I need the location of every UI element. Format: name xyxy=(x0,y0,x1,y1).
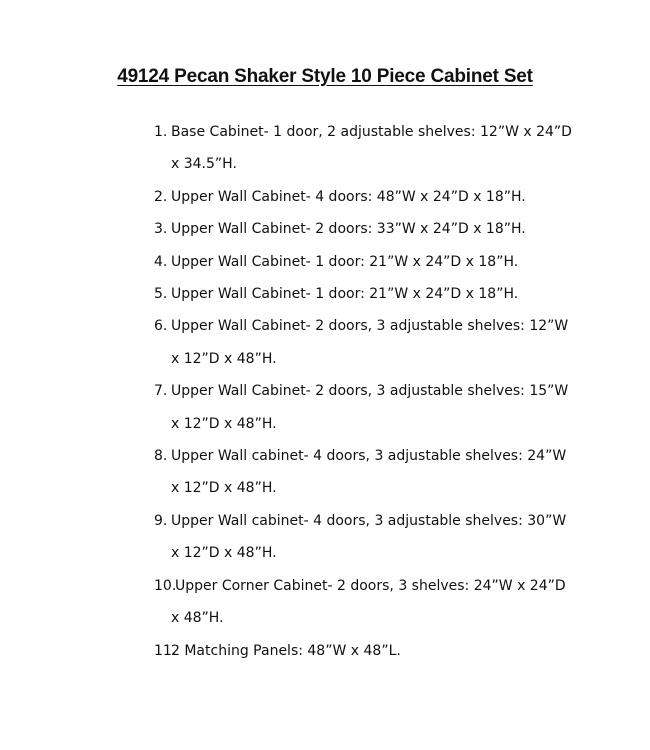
item-text: 2 Matching Panels: 48”W x 48”L. xyxy=(171,642,401,659)
item-text: Upper Wall cabinet- 4 doors, 3 adjustable shelves: 24”W xyxy=(171,448,567,465)
cabinet-list xyxy=(154,116,574,667)
item-number: 11. xyxy=(154,642,177,659)
document-title: 49124 Pecan Shaker Style 10 Piece Cabinet Set xyxy=(117,66,533,87)
item-number: 2. xyxy=(154,188,168,205)
item-text: x 48”H. xyxy=(171,610,224,627)
item-number: 7. xyxy=(154,383,168,400)
list-item xyxy=(154,181,574,213)
item-text: Upper Wall Cabinet- 1 door: 21”W x 24”D x 18”H. xyxy=(171,253,519,270)
item-number: 1. xyxy=(154,124,168,140)
list-item-continuation xyxy=(154,472,574,504)
list-item-continuation xyxy=(154,148,574,180)
item-text: Upper Wall cabinet- 4 doors, 3 adjustable shelves: 30”W xyxy=(171,512,567,529)
list-item xyxy=(154,635,574,667)
list-item-continuation xyxy=(154,602,574,634)
item-number: 5. xyxy=(154,286,168,303)
item-text: Upper Wall Cabinet- 4 doors: 48”W x 24”D x 18”H. xyxy=(171,188,526,205)
item-text: Upper Wall Cabinet- 2 doors, 3 adjustable shelves: 12”W xyxy=(171,318,569,335)
list-item xyxy=(154,116,574,148)
list-item-continuation xyxy=(154,408,574,440)
list-item-continuation xyxy=(154,343,574,375)
item-text: Upper Wall Cabinet- 1 door: 21”W x 24”D x 18”H. xyxy=(171,286,519,303)
item-text: x 12”D x 48”H. xyxy=(171,415,277,432)
list-item xyxy=(154,570,574,602)
item-number: 9. xyxy=(154,512,168,529)
item-text: x 12”D x 48”H. xyxy=(171,480,277,497)
item-number: 8. xyxy=(154,448,168,465)
list-item xyxy=(154,375,574,407)
item-number: 10. xyxy=(154,577,177,594)
item-text: Upper Wall Cabinet- 2 doors: 33”W x 24”D x 18”H. xyxy=(171,221,526,238)
list-item xyxy=(154,246,574,278)
list-item xyxy=(154,440,574,472)
item-text: x 12”D x 48”H. xyxy=(171,545,277,562)
item-text: Upper Corner Cabinet- 2 doors, 3 shelves: 24”W x 24”D xyxy=(175,577,566,594)
item-text: Base Cabinet- 1 door, 2 adjustable shelves: 12”W x 24”D xyxy=(171,124,572,140)
item-number: 3. xyxy=(154,221,168,238)
list-item xyxy=(154,278,574,310)
list-item xyxy=(154,310,574,342)
list-item xyxy=(154,505,574,537)
item-number: 4. xyxy=(154,253,168,270)
item-text: Upper Wall Cabinet- 2 doors, 3 adjustable shelves: 15”W xyxy=(171,383,569,400)
item-text: x 34.5”H. xyxy=(171,156,237,173)
list-item-continuation xyxy=(154,537,574,569)
item-number: 6. xyxy=(154,318,168,335)
item-text: x 12”D x 48”H. xyxy=(171,350,277,367)
list-item xyxy=(154,213,574,245)
